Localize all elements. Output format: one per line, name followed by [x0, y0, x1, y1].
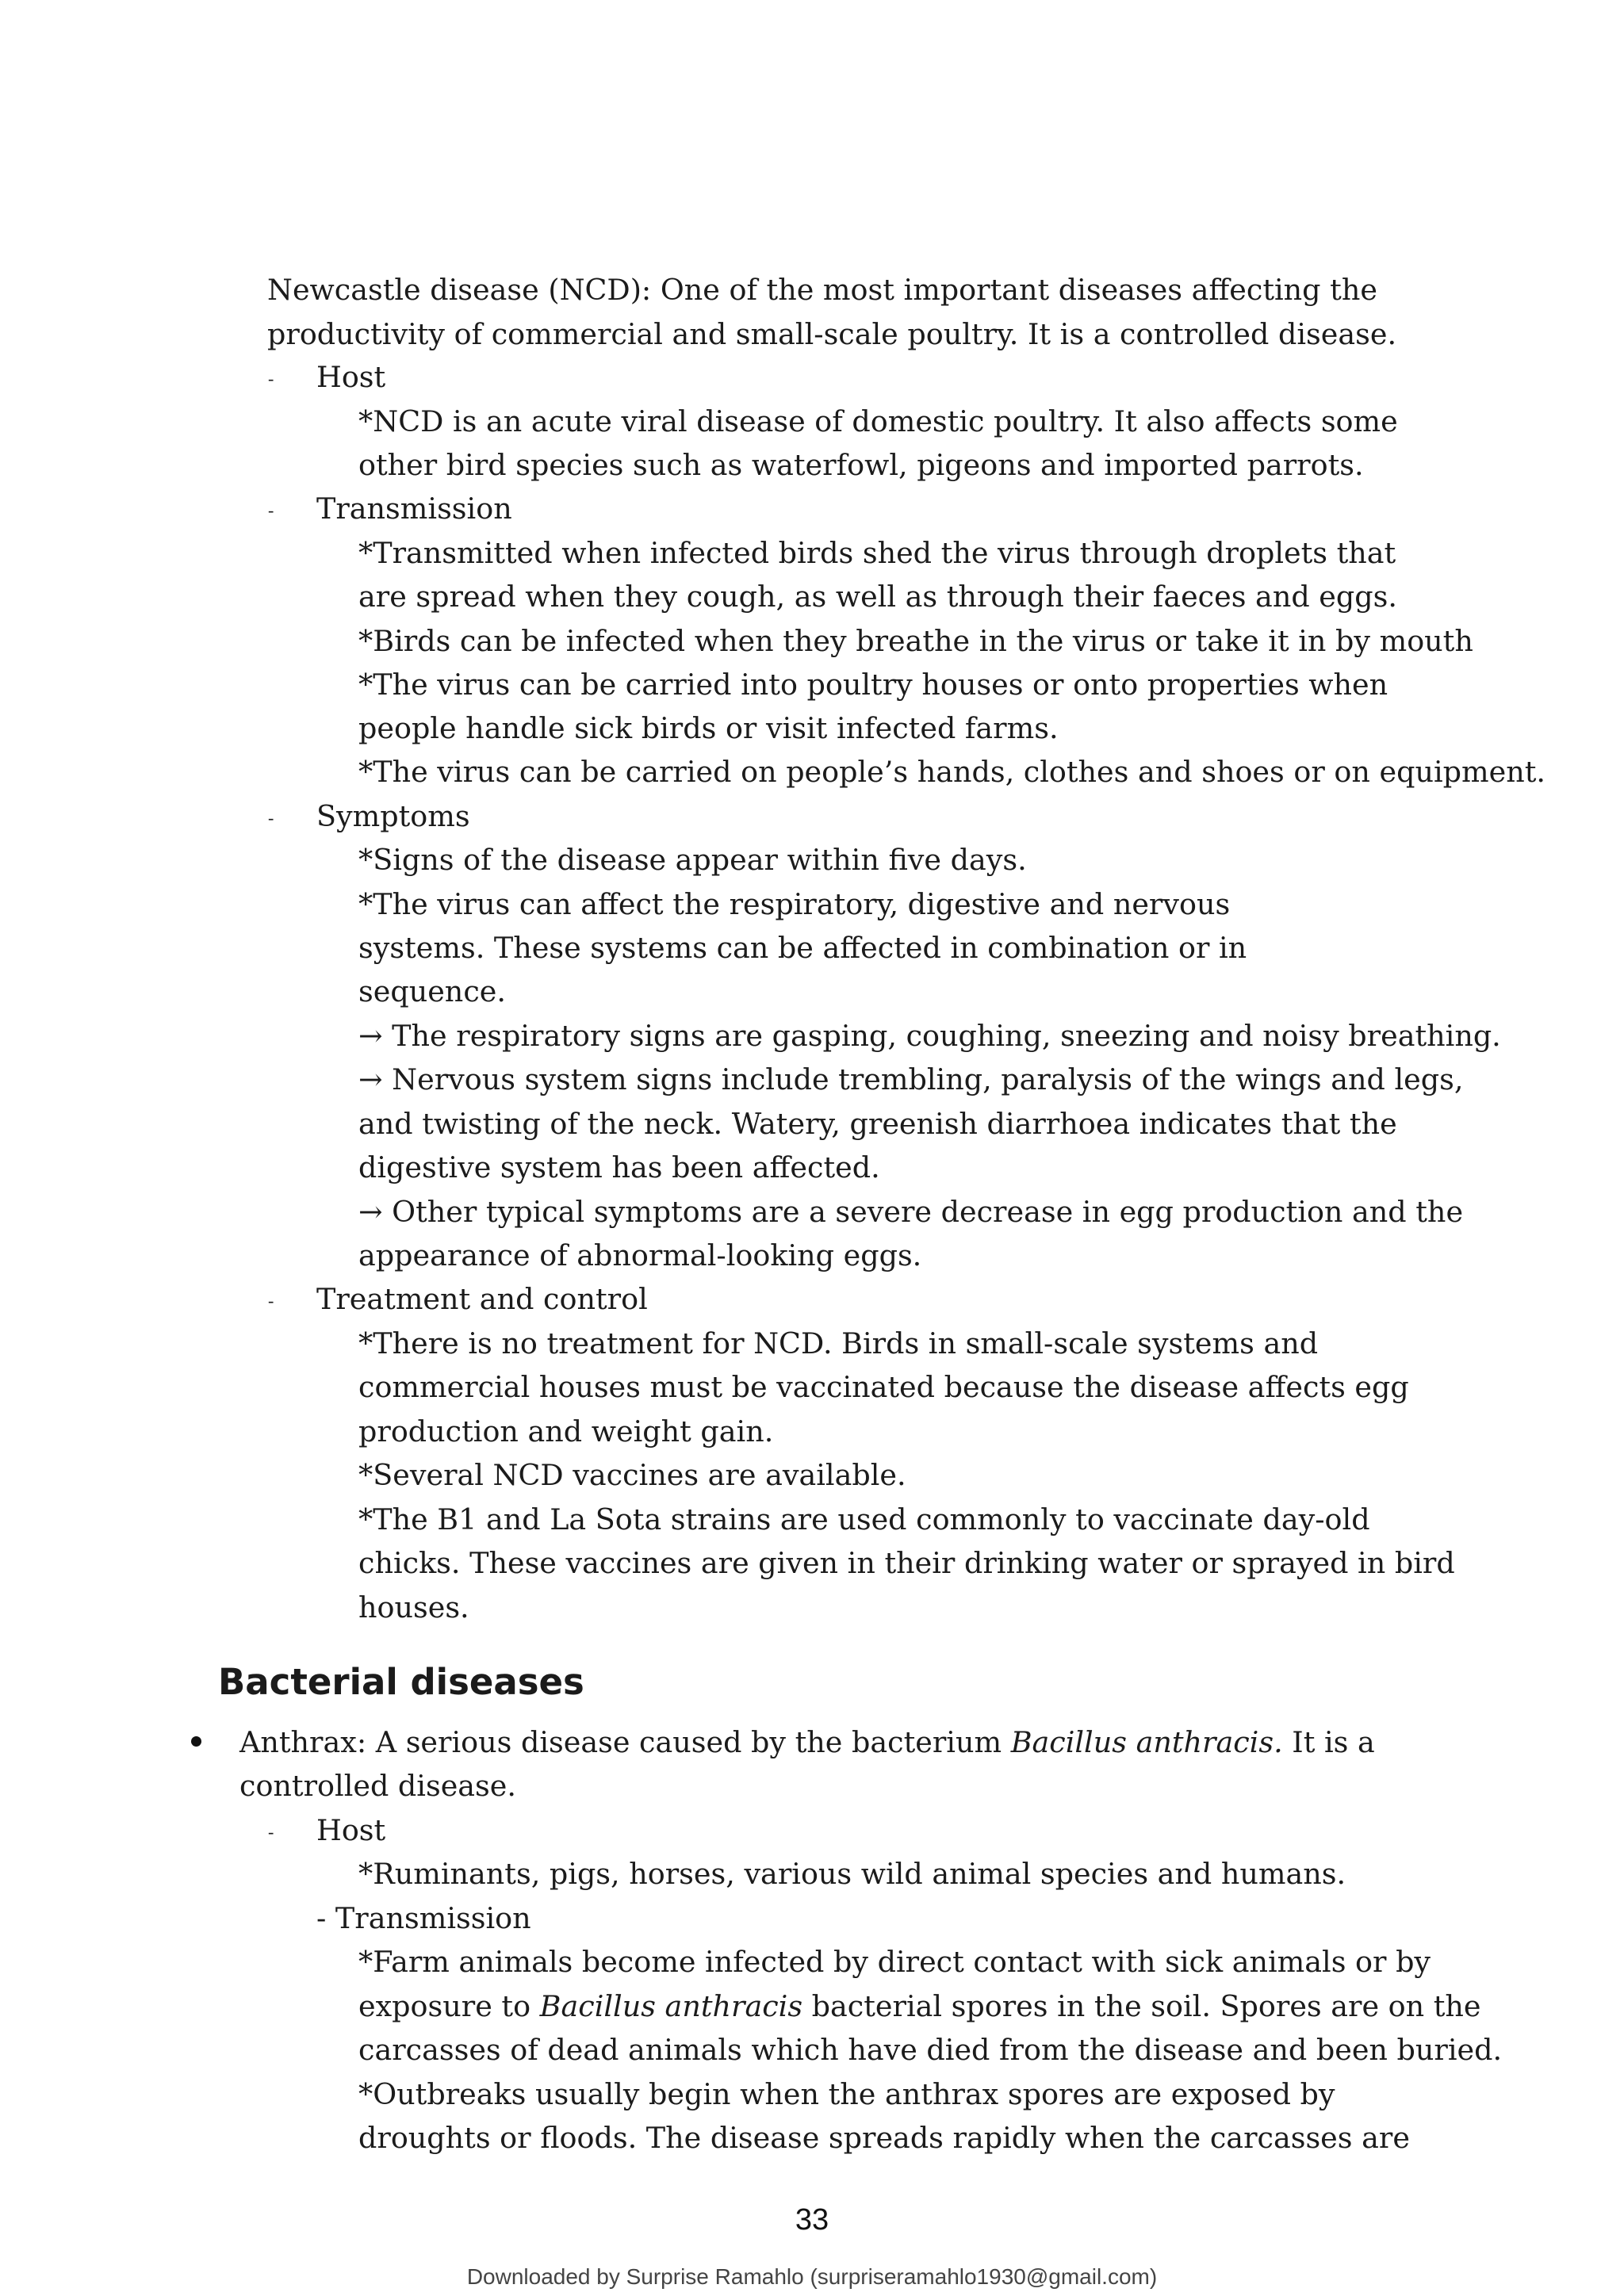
- anthrax-intro-text: It is a: [1282, 1725, 1375, 1759]
- ncd-symptoms-line: sequence.: [358, 974, 506, 1008]
- anthrax-transmission-label: - Transmission: [316, 1901, 531, 1935]
- ncd-treatment-line: *There is no treatment for NCD. Birds in small-scale systems and: [358, 1326, 1319, 1360]
- ncd-host-label: Host: [316, 360, 386, 394]
- ncd-treatment-line: chicks. These vaccines are given in their drinking water or sprayed in bird: [358, 1546, 1455, 1580]
- ncd-transmission-line: *Transmitted when infected birds shed the virus through droplets that: [358, 536, 1396, 570]
- ncd-transmission-line: are spread when they cough, as well as through their faeces and eggs.: [358, 580, 1397, 614]
- anthrax-species-name: Bacillus anthracis.: [1010, 1725, 1283, 1759]
- list-dash-marker: -: [268, 1291, 274, 1311]
- ncd-treatment-line: commercial houses must be vaccinated because the disease affects egg: [358, 1370, 1409, 1404]
- ncd-transmission-line: *The virus can be carried into poultry houses or onto properties when: [358, 668, 1388, 702]
- list-dash-marker: -: [268, 808, 274, 828]
- anthrax-transmission-line: droughts or floods. The disease spreads rapidly when the carcasses are: [358, 2121, 1410, 2155]
- anthrax-host-label: Host: [316, 1813, 386, 1847]
- ncd-treatment-label: Treatment and control: [316, 1282, 648, 1316]
- list-dash-marker: -: [268, 1822, 274, 1842]
- page-number: 33: [795, 2203, 829, 2237]
- anthrax-intro-text: Anthrax: A serious disease caused by the bacterium: [239, 1725, 1011, 1759]
- ncd-transmission-line: people handle sick birds or visit infected farms.: [358, 711, 1059, 745]
- ncd-intro-line: productivity of commercial and small-scale poultry. It is a controlled disease.: [267, 317, 1397, 351]
- ncd-intro-line: Newcastle disease (NCD): One of the most important diseases affecting the: [267, 273, 1377, 307]
- anthrax-transmission-line: *Farm animals become infected by direct contact with sick animals or by: [358, 1945, 1431, 1979]
- ncd-transmission-line: *Birds can be infected when they breathe in the virus or take it in by mouth: [358, 624, 1473, 658]
- anthrax-intro-line: controlled disease.: [239, 1769, 516, 1803]
- anthrax-transmission-text: bacterial spores in the soil. Spores are on the: [802, 1989, 1481, 2023]
- anthrax-transmission-text: exposure to: [358, 1989, 540, 2023]
- ncd-transmission-line: *The virus can be carried on people’s hands, clothes and shoes or on equipment.: [358, 755, 1545, 789]
- download-footer: Downloaded by Surprise Ramahlo (surpriseramahlo1930@gmail.com): [466, 2264, 1158, 2289]
- ncd-treatment-line: *Several NCD vaccines are available.: [358, 1458, 906, 1492]
- ncd-symptoms-line: → Nervous system signs include trembling, paralysis of the wings and legs,: [358, 1062, 1464, 1096]
- anthrax-host-line: *Ruminants, pigs, horses, various wild animal species and humans.: [358, 1857, 1346, 1891]
- ncd-symptoms-label: Symptoms: [316, 799, 470, 833]
- ncd-host-line: *NCD is an acute viral disease of domestic poultry. It also affects some: [358, 404, 1398, 438]
- ncd-symptoms-line: systems. These systems can be affected in combination or in: [358, 931, 1247, 965]
- ncd-symptoms-line: *Signs of the disease appear within five days.: [358, 843, 1027, 877]
- ncd-symptoms-line: → Other typical symptoms are a severe decrease in egg production and the: [358, 1195, 1464, 1229]
- ncd-treatment-line: production and weight gain.: [358, 1414, 774, 1448]
- anthrax-transmission-line: [358, 1988, 1481, 2026]
- ncd-symptoms-line: appearance of abnormal-looking eggs.: [358, 1238, 922, 1272]
- anthrax-intro-line: [239, 1724, 1375, 1762]
- section-heading: Bacterial diseases: [218, 1661, 584, 1703]
- ncd-symptoms-line: digestive system has been affected.: [358, 1150, 880, 1184]
- list-dash-marker: -: [268, 369, 274, 388]
- ncd-transmission-label: Transmission: [316, 492, 512, 526]
- bullet-icon: [191, 1736, 201, 1747]
- list-dash-marker: -: [268, 500, 274, 520]
- anthrax-transmission-line: carcasses of dead animals which have died from the disease and been buried.: [358, 2033, 1503, 2067]
- ncd-symptoms-line: and twisting of the neck. Watery, greenish diarrhoea indicates that the: [358, 1107, 1397, 1141]
- ncd-treatment-line: *The B1 and La Sota strains are used commonly to vaccinate day-old: [358, 1502, 1370, 1536]
- ncd-host-line: other bird species such as waterfowl, pigeons and imported parrots.: [358, 448, 1364, 482]
- ncd-symptoms-line: → The respiratory signs are gasping, coughing, sneezing and noisy breathing.: [358, 1019, 1501, 1053]
- anthrax-transmission-line: *Outbreaks usually begin when the anthrax spores are exposed by: [358, 2077, 1335, 2111]
- ncd-treatment-line: houses.: [358, 1590, 469, 1624]
- ncd-symptoms-line: *The virus can affect the respiratory, digestive and nervous: [358, 887, 1231, 921]
- anthrax-species-name: Bacillus anthracis: [539, 1989, 803, 2023]
